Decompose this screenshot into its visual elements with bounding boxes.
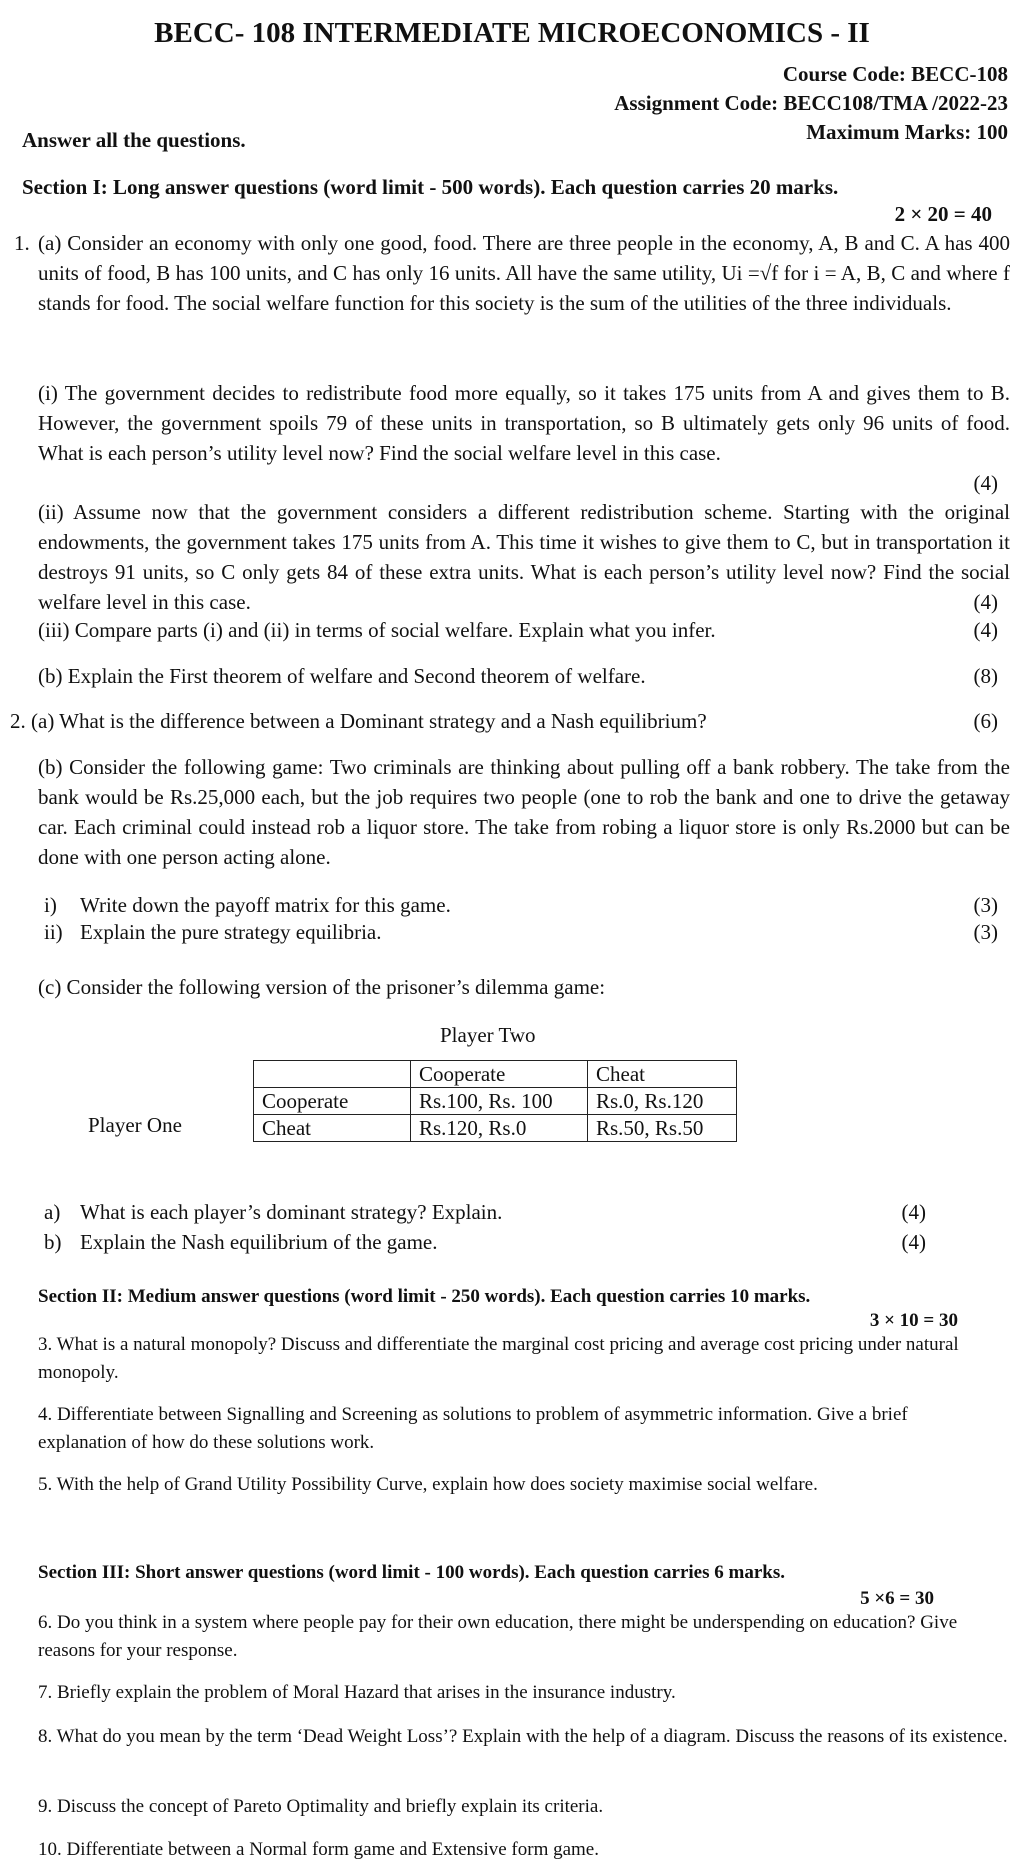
table-cell: Rs.0, Rs.120 bbox=[588, 1088, 737, 1115]
table-row bbox=[254, 1115, 737, 1142]
section-3-total: 5 ×6 = 30 bbox=[860, 1588, 934, 1609]
question-1a-iii-text: (iii) Compare parts (i) and (ii) in terms of social welfare. Explain what you infer. bbox=[38, 618, 716, 642]
question-9: 9. Discuss the concept of Pareto Optimality and briefly explain its criteria. bbox=[38, 1796, 604, 1817]
question-1a-ii-text: (ii) Assume now that the government considers a different redistribution scheme. Starting with the original endowments, the government takes 175 units from A. This time it wishes to give them to C, but in transportation it destroys 91 units, so C only gets 84 of these extra units. What is each person’s utility level now? Find the social welfare level in this case. bbox=[38, 500, 1010, 614]
section-2-heading: Section II: Medium answer questions (word limit - 250 words). Each question carries 10 marks. bbox=[38, 1286, 811, 1307]
question-1-number: 1. bbox=[14, 231, 30, 255]
question-2c-b-marks: (4) bbox=[901, 1230, 926, 1254]
question-1a-i-marks: (4) bbox=[973, 471, 998, 495]
question-2a bbox=[10, 706, 998, 736]
assignment-code: Assignment Code: BECC108/TMA /2022-23 bbox=[614, 91, 1008, 115]
player-one-label: Player One bbox=[88, 1113, 182, 1137]
table-row bbox=[254, 1088, 737, 1115]
question-7: 7. Briefly explain the problem of Moral Hazard that arises in the insurance industry. bbox=[38, 1682, 676, 1703]
question-2b-i-label: i) bbox=[44, 893, 57, 917]
section-3-heading: Section III: Short answer questions (word limit - 100 words). Each question carries 6 marks. bbox=[38, 1562, 785, 1583]
question-2a-marks: (6) bbox=[973, 709, 998, 733]
row-header-cooperate: Cooperate bbox=[254, 1088, 411, 1115]
column-header-cheat: Cheat bbox=[588, 1061, 737, 1088]
question-2c-a-marks: (4) bbox=[901, 1200, 926, 1224]
question-2b-ii-text: Explain the pure strategy equilibria. bbox=[80, 920, 382, 944]
question-5: 5. With the help of Grand Utility Possibility Curve, explain how does society maximise social welfare. bbox=[38, 1474, 818, 1495]
question-8: 8. What do you mean by the term ‘Dead Weight Loss’? Explain with the help of a diagram. Discuss the reasons of its existence. bbox=[38, 1726, 1008, 1747]
question-2c-b-label: b) bbox=[44, 1230, 62, 1254]
table-cell: Rs.50, Rs.50 bbox=[588, 1115, 737, 1142]
question-2a-text: 2. (a) What is the difference between a Dominant strategy and a Nash equilibrium? bbox=[10, 709, 707, 733]
question-2c-text: (c) Consider the following version of the prisoner’s dilemma game: bbox=[38, 975, 606, 999]
section-2-total: 3 × 10 = 30 bbox=[869, 1310, 958, 1331]
payoff-table bbox=[253, 1060, 737, 1142]
question-10: 10. Differentiate between a Normal form game and Extensive form game. bbox=[38, 1839, 599, 1860]
maximum-marks: Maximum Marks: 100 bbox=[806, 120, 1008, 144]
question-1a-text: (a) Consider an economy with only one good, food. There are three people in the economy, A, B and C. A has 400 units of food, B has 100 units, and C has only 16 units. All have the same utility, Ui =√f for i = A, B, C and where f stands for food. The social welfare function for this society is the sum of the utilities of the three individuals. bbox=[38, 231, 1010, 315]
question-2c-a-label: a) bbox=[44, 1200, 61, 1224]
question-2b-ii-label: ii) bbox=[44, 920, 63, 944]
question-1a-i-text: (i) The government decides to redistribute food more equally, so it takes 175 units from A and gives them to B. However, the government spoils 79 of these units in transportation, so B ultimately gets only 96 units of food. What is each person’s utility level now? Find the social welfare level in this case. bbox=[38, 381, 1010, 465]
question-2b-text: (b) Consider the following game: Two criminals are thinking about pulling off a bank robbery. The take from the bank would be Rs.25,000 each, but the job requires two people (one to rob the bank and one to drive the getaway car. Each criminal could instead rob a liquor store. The take from robing a liquor store is only Rs.2000 but can be done with one person acting alone. bbox=[38, 755, 1010, 869]
question-1a-ii-marks: (4) bbox=[973, 590, 998, 614]
question-1a-iii bbox=[38, 615, 998, 645]
question-1b-text: (b) Explain the First theorem of welfare and Second theorem of welfare. bbox=[38, 664, 646, 688]
question-6: 6. Do you think in a system where people pay for their own education, there might be underspending on education? Give reasons for your response. bbox=[38, 1612, 958, 1661]
question-1a-iii-marks: (4) bbox=[973, 618, 998, 642]
question-2b-i bbox=[44, 890, 998, 920]
table-row bbox=[254, 1061, 737, 1088]
section-1-total: 2 × 20 = 40 bbox=[894, 202, 992, 226]
page-title: BECC- 108 INTERMEDIATE MICROECONOMICS - II bbox=[154, 17, 870, 49]
question-1a-i bbox=[38, 378, 1010, 498]
question-2c-b-text: Explain the Nash equilibrium of the game. bbox=[80, 1230, 438, 1254]
question-2b-i-marks: (3) bbox=[973, 893, 998, 917]
instruction-text: Answer all the questions. bbox=[22, 128, 246, 152]
question-2b-ii-marks: (3) bbox=[973, 920, 998, 944]
row-header-cheat: Cheat bbox=[254, 1115, 411, 1142]
table-cell: Rs.120, Rs.0 bbox=[411, 1115, 588, 1142]
question-2c-a bbox=[44, 1197, 926, 1227]
question-2c-b bbox=[44, 1227, 926, 1257]
question-2c-a-text: What is each player’s dominant strategy? Explain. bbox=[80, 1200, 503, 1224]
table-cell: Rs.100, Rs. 100 bbox=[411, 1088, 588, 1115]
column-header-cooperate: Cooperate bbox=[411, 1061, 588, 1088]
course-code: Course Code: BECC-108 bbox=[782, 62, 1008, 86]
payoff-matrix bbox=[253, 1060, 737, 1142]
question-2b-ii bbox=[44, 917, 998, 947]
question-4: 4. Differentiate between Signalling and Screening as solutions to problem of asymmetric information. Give a brief explanation of how do these solutions work. bbox=[38, 1404, 908, 1453]
question-1b bbox=[38, 661, 998, 691]
table-corner-cell bbox=[254, 1061, 411, 1088]
question-2b-i-text: Write down the payoff matrix for this game. bbox=[80, 893, 451, 917]
question-3: 3. What is a natural monopoly? Discuss and differentiate the marginal cost pricing and average cost pricing under natural monopoly. bbox=[38, 1334, 959, 1383]
question-1a-ii bbox=[38, 497, 1010, 617]
question-1b-marks: (8) bbox=[973, 664, 998, 688]
player-two-label: Player Two bbox=[440, 1023, 536, 1047]
section-1-heading: Section I: Long answer questions (word limit - 500 words). Each question carries 20 marks. bbox=[22, 175, 839, 199]
